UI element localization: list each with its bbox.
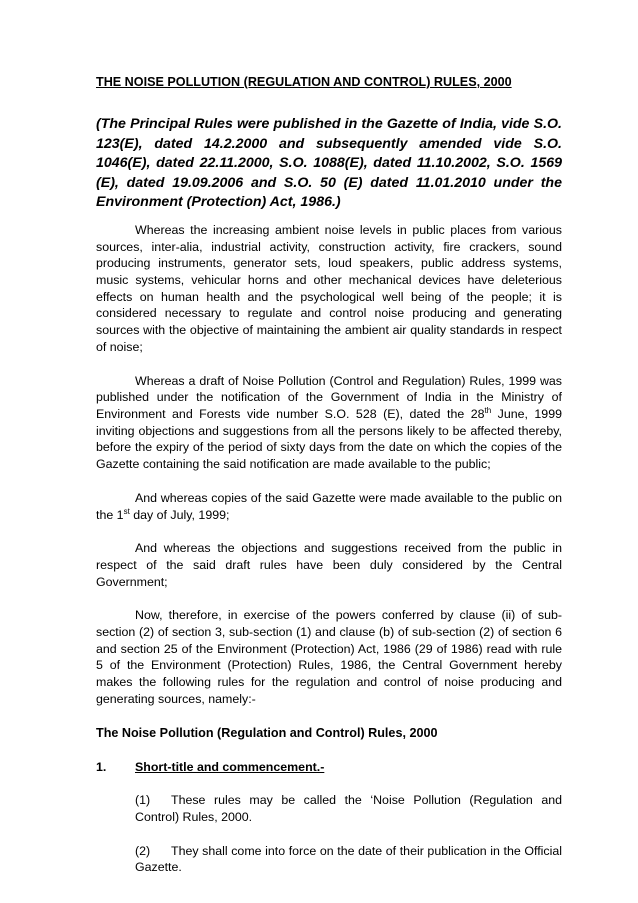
preamble-paragraph-4: And whereas the objections and suggestions received from the public in respect of the said draft rules have been duly considered by the Central Government; (96, 541, 562, 589)
rule-1-clause-1 (135, 792, 562, 825)
preamble-paragraph-3 (96, 490, 562, 523)
rule-title: Short-title and commencement.- (135, 759, 325, 774)
rules-heading: The Noise Pollution (Regulation and Control) Rules, 2000 (96, 725, 438, 740)
publication-note: (The Principal Rules were published in the Gazette of India, vide S.O. 123(E), dated 14.2.2000 and subsequently amended vide S.O. 1046(E), dated 22.11.2000, S.O. 1088(E), dated 11.10.2002, S.O. 1569 (E), dated 19.09.2006 and S.O. 50 (E) dated 11.01.2010 under the Environment (Protection) Act, 1986.) (96, 116, 562, 211)
rule-1-clause-2 (135, 843, 562, 876)
ordinal-superscript: st (123, 506, 130, 516)
clause-text: These rules may be called the ‘Noise Pollution (Regulation and Control) Rules, 2000. (135, 793, 562, 824)
ordinal-superscript: th (484, 405, 492, 415)
paragraph-text: day of July, 1999; (129, 507, 230, 522)
rule-1-heading (96, 759, 562, 776)
preamble-paragraph-5: Now, therefore, in exercise of the powers conferred by clause (ii) of sub-section (2) of section 3, sub-section (1) and clause (b) of sub-section (2) of section 6 and section 25 of the Environment (Protection) Act, 1986 (29 of 1986) read with rule 5 of the Environment (Protection) Rules, 1986, the Central Government hereby makes the following rules for the regulation and control of noise producing and generating sources, namely:- (96, 608, 562, 706)
rule-number: 1. (96, 759, 107, 774)
paragraph-text: Whereas a draft of Noise Pollution (Control and Regulation) Rules, 1999 was published under the notification of the Government of India in the Ministry of Environment and Forests vide number S.O. 528 (E), dated the 28 (96, 373, 562, 421)
paragraph-text: And whereas copies of the said Gazette were made available to the public on the 1 (96, 490, 562, 522)
clause-number: (2) (135, 843, 151, 858)
preamble-paragraph-1: Whereas the increasing ambient noise levels in public places from various sources, inter-alia, industrial activity, construction activity, fire crackers, sound producing instruments, generator sets, loud speakers, public address systems, music systems, vehicular horns and other mechanical devices have deleterious effects on human health and the psychological well being of the people; it is considered necessary to regulate and control noise producing and generating sources with the objective of maintaining the ambient air quality standards in respect of noise; (96, 222, 562, 354)
preamble-paragraph-2 (96, 373, 562, 473)
document-title: THE NOISE POLLUTION (REGULATION AND CONTROL) RULES, 2000 (96, 75, 512, 89)
clause-number: (1) (135, 793, 151, 808)
paragraph-text: June, 1999 inviting objections and suggestions from all the persons likely to be affected thereby, before the expiry of the period of sixty days from the date on which the copies of the Gazette containing the said notification are made available to the public; (96, 407, 562, 472)
clause-text: They shall come into force on the date of their publication in the Official Gazette. (135, 843, 562, 875)
document-page (96, 74, 562, 876)
